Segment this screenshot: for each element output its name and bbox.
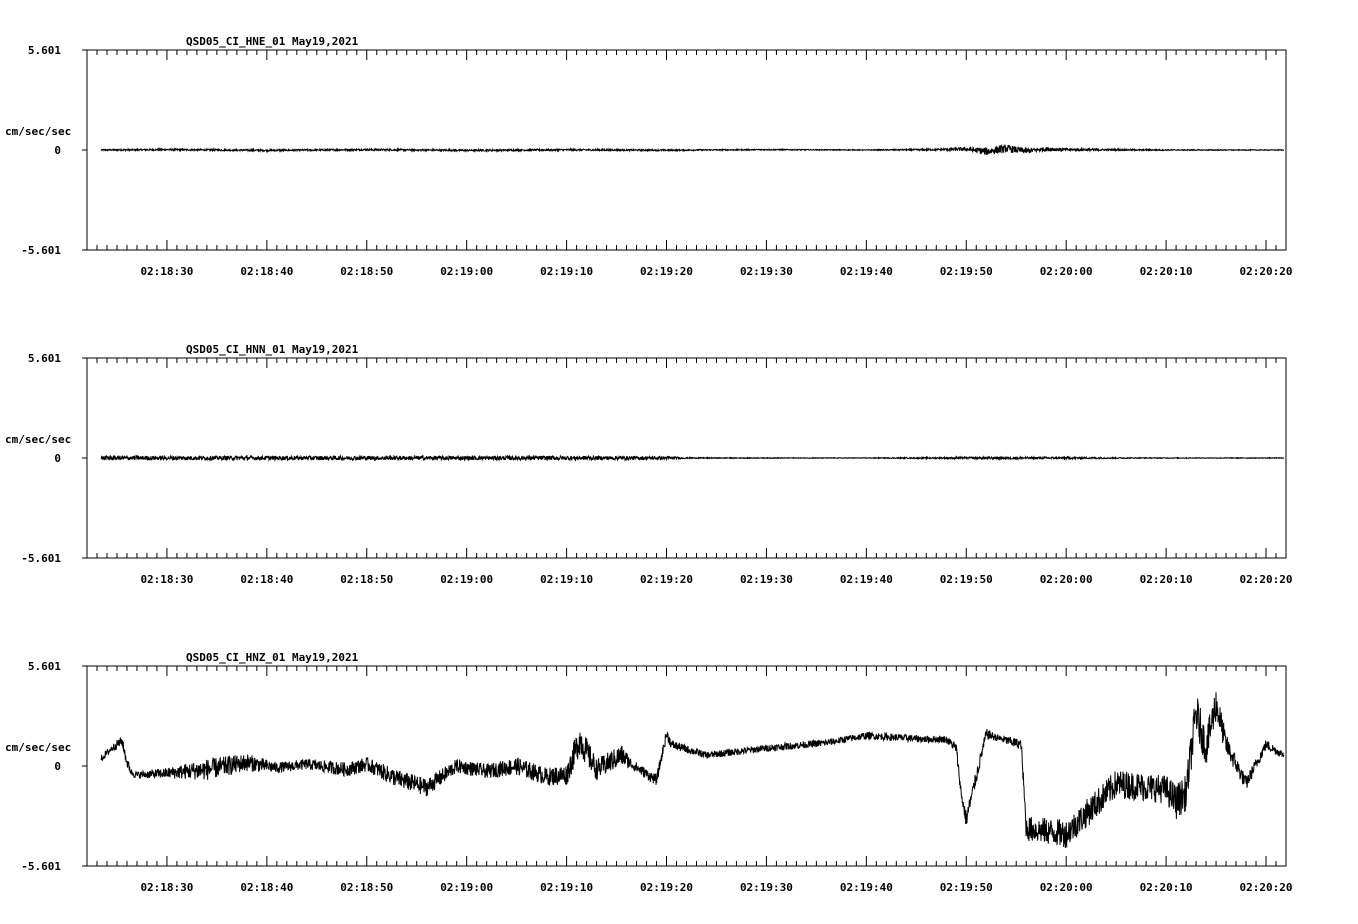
x-tick-label: 02:19:00 — [440, 265, 494, 278]
y-tick-label: 5.601 — [27, 352, 61, 365]
x-tick-label: 02:19:40 — [839, 265, 893, 278]
x-tick-label: 02:18:40 — [240, 573, 294, 586]
x-tick-label: 02:18:50 — [340, 881, 394, 894]
x-tick-label: 02:19:30 — [739, 881, 793, 894]
chart-title: QSD05_CI_HNZ_01 May19,2021 — [186, 651, 359, 664]
x-tick-label: 02:20:00 — [1039, 265, 1093, 278]
chart-title: QSD05_CI_HNE_01 May19,2021 — [186, 35, 359, 48]
chart-title: QSD05_CI_HNN_01 May19,2021 — [186, 343, 359, 356]
x-tick-label: 02:18:40 — [240, 265, 294, 278]
x-tick-label: 02:18:30 — [140, 265, 194, 278]
y-tick-label: -5.601 — [21, 244, 61, 257]
waveform-trace — [101, 692, 1284, 848]
x-tick-label: 02:19:50 — [939, 265, 993, 278]
x-tick-label: 02:19:00 — [440, 573, 494, 586]
waveform-trace — [101, 145, 1284, 155]
x-tick-label: 02:19:30 — [739, 573, 793, 586]
x-tick-label: 02:19:50 — [939, 573, 993, 586]
x-tick-label: 02:18:30 — [140, 573, 194, 586]
panel-hne — [5, 35, 1293, 278]
y-axis-label: cm/sec/sec — [5, 741, 72, 754]
y-axis-label: cm/sec/sec — [5, 125, 72, 138]
y-tick-label: 5.601 — [27, 44, 61, 57]
x-tick-label: 02:18:50 — [340, 573, 394, 586]
y-tick-label: 0 — [54, 452, 61, 465]
x-tick-label: 02:19:20 — [640, 265, 694, 278]
x-tick-label: 02:18:40 — [240, 881, 294, 894]
waveform-trace — [101, 456, 1284, 460]
x-tick-label: 02:19:10 — [540, 881, 594, 894]
x-tick-label: 02:20:10 — [1139, 881, 1193, 894]
x-tick-label: 02:19:50 — [939, 881, 993, 894]
y-tick-label: -5.601 — [21, 860, 61, 873]
y-axis-label: cm/sec/sec — [5, 433, 72, 446]
y-tick-label: -5.601 — [21, 552, 61, 565]
panel-hnz — [5, 651, 1293, 894]
x-tick-label: 02:20:20 — [1239, 265, 1293, 278]
x-tick-label: 02:19:30 — [739, 265, 793, 278]
y-tick-label: 5.601 — [27, 660, 61, 673]
x-tick-label: 02:19:00 — [440, 881, 494, 894]
y-tick-label: 0 — [54, 144, 61, 157]
y-tick-label: 0 — [54, 760, 61, 773]
x-tick-label: 02:20:10 — [1139, 573, 1193, 586]
x-tick-label: 02:18:50 — [340, 265, 394, 278]
x-tick-label: 02:19:10 — [540, 573, 594, 586]
panel-hnn — [5, 343, 1293, 586]
x-tick-label: 02:19:20 — [640, 573, 694, 586]
x-tick-label: 02:19:40 — [839, 881, 893, 894]
x-tick-label: 02:20:00 — [1039, 573, 1093, 586]
x-tick-label: 02:20:20 — [1239, 573, 1293, 586]
x-tick-label: 02:19:40 — [839, 573, 893, 586]
x-tick-label: 02:19:10 — [540, 265, 594, 278]
x-tick-label: 02:20:00 — [1039, 881, 1093, 894]
x-tick-label: 02:20:10 — [1139, 265, 1193, 278]
x-tick-label: 02:20:20 — [1239, 881, 1293, 894]
x-tick-label: 02:18:30 — [140, 881, 194, 894]
x-tick-label: 02:19:20 — [640, 881, 694, 894]
